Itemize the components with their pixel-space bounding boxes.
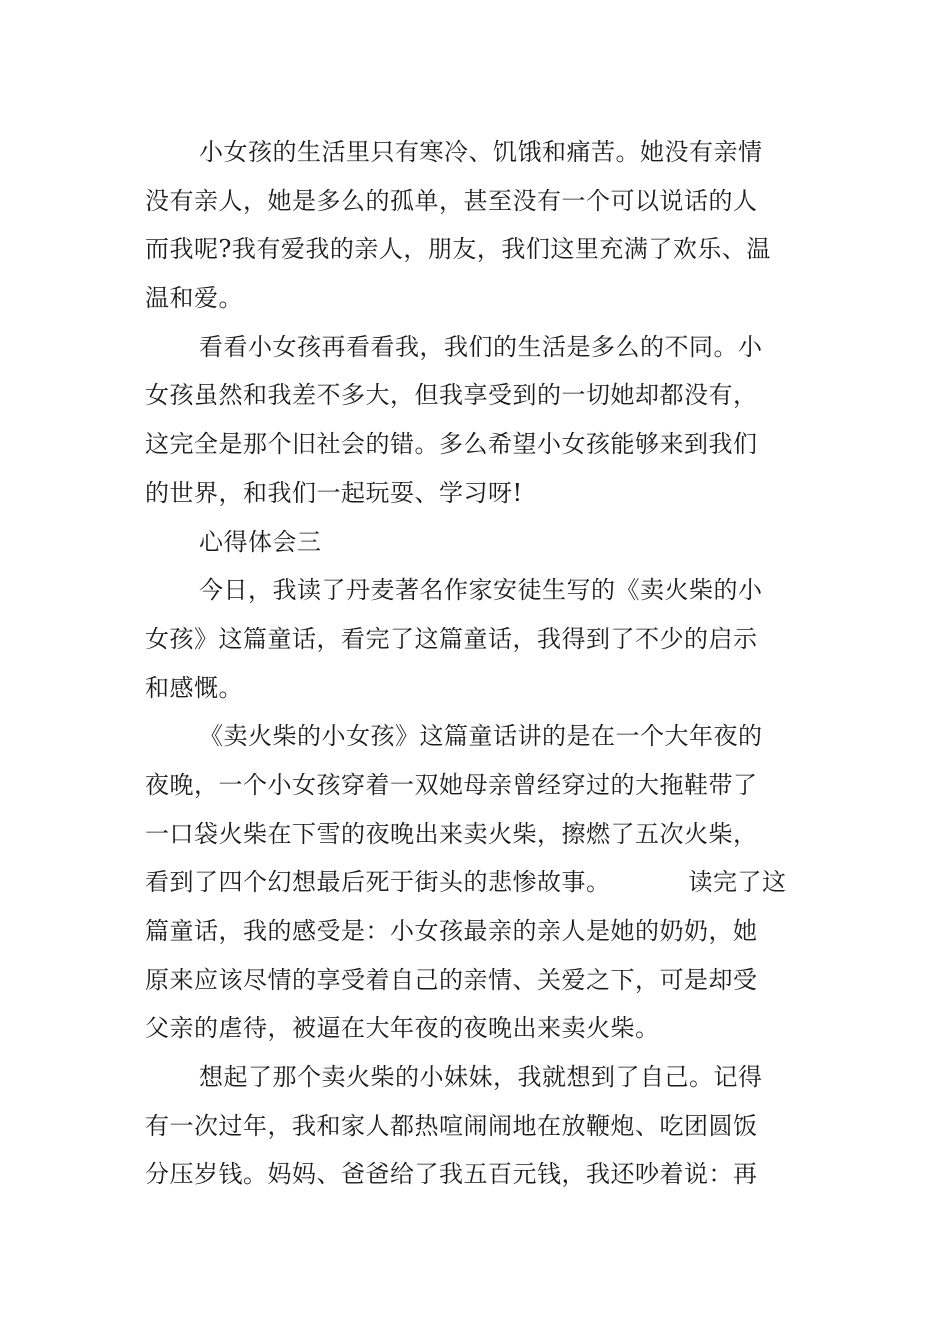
text-line: 想起了那个卖火柴的小妹妹，我就想到了自己。记得 [199,1063,763,1092]
text-line: 看看小女孩再看看我，我们的生活是多么的不同。小 [199,332,763,361]
section-heading: 心得体会三 [199,527,322,556]
text-line: 原来应该尽情的享受着自己的亲情、关爱之下，可是却受 [145,965,758,994]
text-line: 没有亲人，她是多么的孤单，甚至没有一个可以说话的人 [145,186,758,215]
text-line: 女孩虽然和我差不多大，但我享受到的一切她却都没有， [145,381,758,410]
text-line: 女孩》这篇童话，看完了这篇童话，我得到了不少的启示 [145,624,758,653]
text-line [145,858,810,907]
text-line: 而我呢?我有爱我的亲人，朋友，我们这里充满了欢乐、温 [145,235,771,264]
text-line: 有一次过年，我和家人都热喧闹闹地在放鞭炮、吃团圆饭 [145,1111,758,1140]
text-line: 分压岁钱。妈妈、爸爸给了我五百元钱，我还吵着说：再 [145,1160,758,1189]
text-line: 一口袋火柴在下雪的夜晚出来卖火柴，擦燃了五次火柴， [145,819,758,848]
text-line: 今日，我读了丹麦著名作家安徒生写的《卖火柴的小 [199,576,763,605]
text-line: 父亲的虐待，被逼在大年夜的夜晚出来卖火柴。 [145,1014,660,1043]
text-line: 和感慨。 [145,673,243,702]
text-line: 温和爱。 [145,284,243,313]
text-segment: 看到了四个幻想最后死于街头的悲惨故事。 [145,868,611,897]
text-line: 小女孩的生活里只有寒冷、饥饿和痛苦。她没有亲情 [199,138,763,166]
document-body [145,128,810,1199]
text-segment: 读完了这 [688,868,787,897]
text-line: 篇童话，我的感受是：小女孩最亲的亲人是她的奶奶，她 [145,917,758,945]
text-line: 的世界，和我们一起玩耍、学习呀! [145,478,523,507]
text-line: 这完全是那个旧社会的错。多么希望小女孩能够来到我们 [145,430,758,459]
text-line: 《卖火柴的小女孩》这篇童话讲的是在一个大年夜的 [199,722,763,751]
text-line: 夜晚，一个小女孩穿着一双她母亲曾经穿过的大拖鞋带了 [145,770,758,799]
